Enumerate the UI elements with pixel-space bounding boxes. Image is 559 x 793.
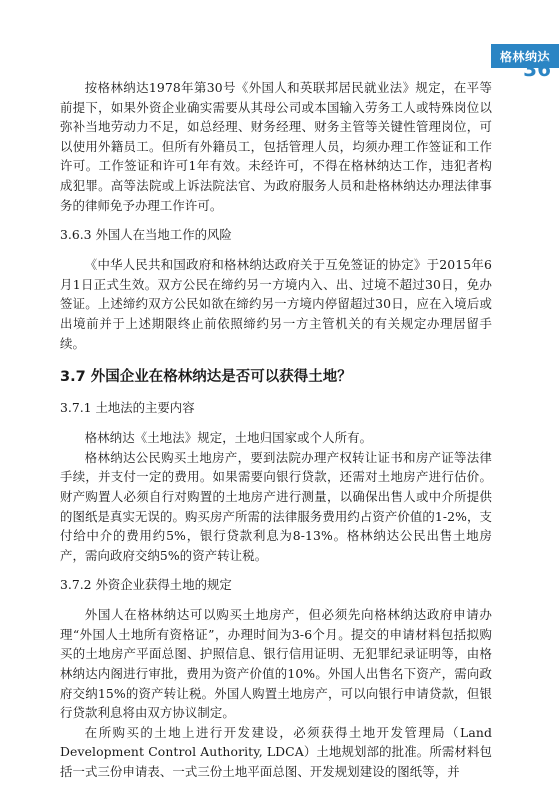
paragraph-development-approval: 在所购买的土地上进行开发建设，必须获得土地开发管理局（Land Development Control Authority, LDCA）土地规划部的批准。所需材料包括一式三份申请表、一式三份土地平面总图、开发规划建设的图纸等，并	[60, 724, 492, 780]
section-heading-3-7: 3.7 外国企业在格林纳达是否可以获得土地？	[60, 369, 352, 386]
chapter-tab-label: 格林纳达	[499, 49, 550, 64]
paragraph-foreign-employees: 按格林纳达1978年第30号《外国人和英联邦居民就业法》规定，在平等前提下，如果外资企业确实需要从其母公司或本国输入劳务工人或特殊岗位以弥补当地劳动力不足，如总经理、财务经理、财务主管等关键性管理岗位，可以使用外籍员工。但所有外籍员工，包括管理人员，均须办理工作签证和工作许可。工作签证和许可1年有效。未经许可，不得在格林纳达工作，违犯者构成犯罪。高等法院或上诉法院法官、为政府服务人员和赴格林纳达办理法律事务的律师免予办理工作许可。	[60, 80, 492, 213]
page-body	[60, 78, 492, 782]
paragraph-land-ownership: 格林纳达《土地法》规定，土地归国家或个人所有。	[84, 430, 373, 446]
subheading-3-6-3: 3.6.3 外国人在当地工作的风险	[60, 227, 232, 243]
page-number: 36	[523, 57, 551, 81]
subheading-3-7-2: 3.7.2 外资企业获得土地的规定	[60, 577, 232, 593]
subheading-3-7-1: 3.7.1 土地法的主要内容	[60, 400, 195, 416]
paragraph-foreign-purchase: 外国人在格林纳达可以购买土地房产，但必须先向格林纳达政府申请办理“外国人土地所有资格证”，办理时间为3-6个月。提交的申请材料包括拟购买的土地房产平面总图、护照信息、银行信用证明、无犯罪纪录证明等，由格林纳达内阁进行审批，费用为资产价值的10%。外国人出售名下资产，需向政府交纳15%的资产转让税。外国人购置土地房产，可以向银行申请贷款，但银行贷款利息将由双方协议制定。	[60, 607, 492, 721]
paragraph-citizen-purchase: 格林纳达公民购买土地房产，要到法院办理产权转让证书和房产证等法律手续，并支付一定的费用。如果需要向银行贷款，还需对土地房产进行估价。财产购置人必须自行对购置的土地房产进行测量，以确保出售人或中介所提供的图纸是真实无误的。购买房产所需的法律服务费用约占资产价值的1-2%，支付给中介的费用约5%，银行贷款利息为8-13%。格林纳达公民出售土地房产，需向政府交纳5%的资产转让税。	[60, 449, 492, 563]
paragraph-visa-agreement: 《中华人民共和国政府和格林纳达政府关于互免签证的协定》于2015年6月1日正式生效。双方公民在缔约另一方境内入、出、过境不超过30日，免办签证。上述缔约双方公民如欲在缔约另一方境内停留超过30日，应在入境后或出境前并于上述期限终止前依照缔约另一方主管机关的有关规定办理居留手续。	[60, 257, 492, 351]
